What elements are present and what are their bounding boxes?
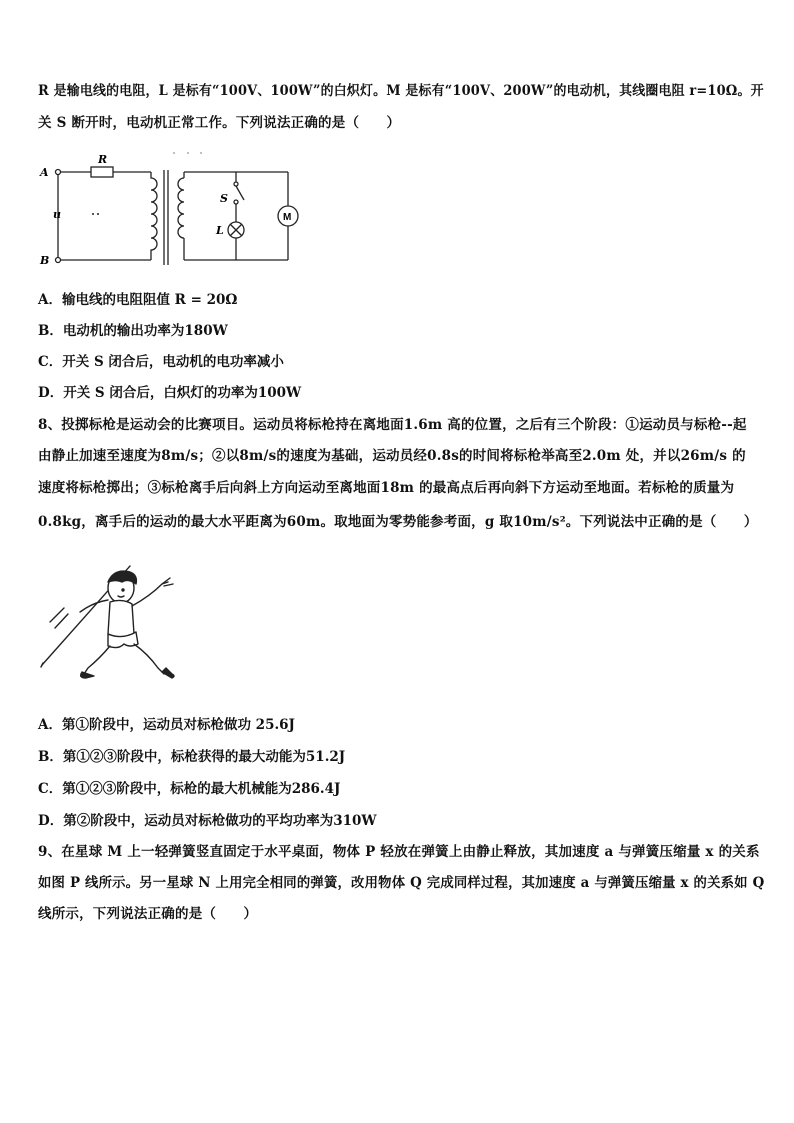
q7-option-a: A．输电线的电阻阻值 R = 20Ω	[38, 292, 238, 308]
label-r: R	[98, 153, 108, 166]
label-m: M	[283, 212, 292, 223]
transformer-circuit-diagram	[36, 150, 306, 270]
q7-option-c: C．开关 S 闭合后，电动机的电功率减小	[38, 354, 284, 370]
label-b: B	[40, 254, 50, 267]
javelin-thrower-illustration	[38, 560, 188, 690]
q9-stem-line-2: 如图 P 线所示。另一星球 N 上用完全相同的弹簧，改用物体 Q 完成同样过程，其加速度 a 与弹簧压缩量 x 的关系如 Q	[38, 875, 765, 891]
q7-stem-line-2: 关 S 断开时，电动机正常工作。下列说法正确的是（ ）	[38, 115, 401, 131]
label-l: L	[216, 224, 224, 237]
q8-option-b: B．第①②③阶段中，标枪获得的最大动能为51.2J	[38, 749, 346, 765]
q8-stem-line-3: 速度将标枪掷出；③标枪离手后向斜上方向运动至离地面18m 的最高点后再向斜下方运动至地面。若标枪的质量为	[38, 480, 735, 496]
q7-stem-line-1: R 是输电线的电阻，L 是标有“100V、100W”的白炽灯。M 是标有“100V、200W”的电动机，其线圈电阻 r=10Ω。开	[38, 83, 764, 99]
q8-option-d: D．第②阶段中，运动员对标枪做功的平均功率为310W	[38, 813, 377, 829]
label-a: A	[40, 166, 49, 179]
q7-option-d: D．开关 S 闭合后，白炽灯的功率为100W	[38, 385, 302, 401]
q9-stem-line-1: 9、在星球 M 上一轻弹簧竖直固定于水平桌面，物体 P 轻放在弹簧上由静止释放，其加速度 a 与弹簧压缩量 x 的关系	[38, 844, 760, 860]
q8-stem-line-2: 由静止加速至速度为8m/s；②以8m/s的速度为基础，运动员经0.8s的时间将标枪举高至2.0m 处，并以26m/s 的	[38, 448, 746, 464]
label-u: u	[53, 208, 61, 221]
q8-option-a: A．第①阶段中，运动员对标枪做功 25.6J	[38, 717, 295, 733]
label-s: S	[220, 192, 228, 205]
q9-stem-line-3: 线所示，下列说法正确的是（ ）	[38, 906, 258, 922]
q8-stem-line-4: 0.8kg，离手后的运动的最大水平距离为60m。取地面为零势能参考面，g 取10m/s²。下列说法中正确的是（ ）	[38, 514, 758, 530]
q7-option-b: B．电动机的输出功率为180W	[38, 323, 228, 339]
q8-option-c: C．第①②③阶段中，标枪的最大机械能为286.4J	[38, 781, 341, 797]
q8-stem-line-1: 8、投掷标枪是运动会的比赛项目。运动员将标枪持在离地面1.6m 高的位置，之后有三个阶段：①运动员与标枪--起	[38, 417, 747, 433]
